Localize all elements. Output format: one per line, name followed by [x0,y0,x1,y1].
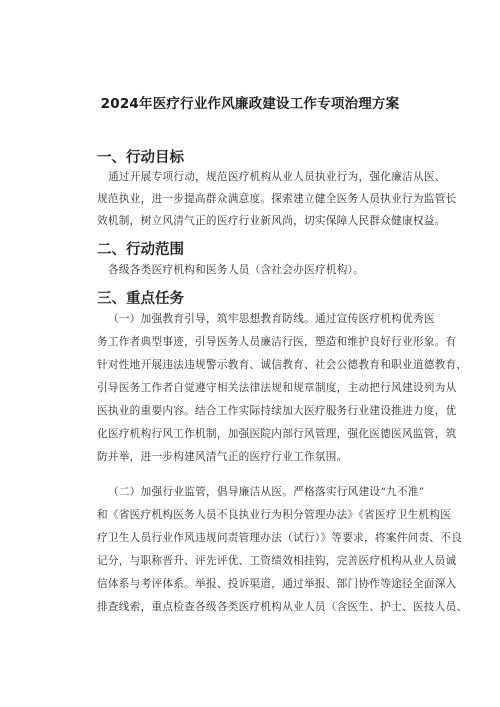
paragraph-line: 各级各类医疗机构和医务人员（含社会办医疗机构）。 [108,264,365,276]
paragraph-line: 防并举，进一步构建风清气正的医疗行业工作氛围。 [97,451,348,463]
section-heading-tasks: 三、重点任务 [97,291,184,307]
paragraph-line: 通过开展专项行动，规范医疗机构从业人员执业行为，强化廉洁从医、 [108,171,446,183]
paragraph-line: 针对性地开展违法违规警示教育、诚信教育、社会公德教育和职业道德教育， [97,359,468,371]
paragraph-line: （一）加强教育引导，筑牢思想教育防线。通过宣传医疗机构优秀医 [108,313,435,325]
paragraph-line: 效机制，树立风清气正的医疗行业新风尚，切实保障人民群众健康权益。 [97,215,446,227]
paragraph-line: 务工作者典型事迹，引导医务人员廉洁行医，塑造和维护良好行业形象。有 [97,336,457,348]
paragraph-line: 规范执业，进一步提高群众满意度。探索建立健全医务人员执业行为监管长 [97,193,457,205]
section-heading-scope: 二、行动范围 [97,242,184,258]
section-heading-goals: 一、行动目标 [97,150,184,166]
paragraph-line: 疗卫生人员行业作风违规问责管理办法（试行）》等要求，将案件问责、不良 [97,532,463,544]
paragraph-line: 记分，与职称晋升、评先评优、工资绩效相挂钩，完善医疗机构从业人员诚 [97,555,457,567]
paragraph-line: 引导医务工作者自觉遵守相关法律法规和规章制度，主动把行风建设列为从 [97,382,457,394]
paragraph-line: 信体系与考评体系。举报、投诉渠道，通过举报、部门协作等途径全面深入 [97,578,457,590]
paragraph-line: 和《省医疗机构医务人员不良执业行为积分管理办法》《省医疗卫生机构医 [97,509,452,521]
document-title: 2024年医疗行业作风廉政建设工作专项治理方案 [100,96,400,112]
paragraph-line: 排查线索，重点检查各级各类医疗机构从业人员（含医生、护士、医技人员、 [97,601,468,613]
paragraph-line: 医执业的重要内容。结合工作实际持续加大医疗服务行业建设推进力度，优 [97,405,457,417]
paragraph-line: 化医疗机构行风工作机制，加强医院内部行风管理，强化医德医风监管，筑 [97,428,457,440]
paragraph-line: （二）加强行业监管，倡导廉洁从医。严格落实行风建设“九不准” [108,486,425,498]
